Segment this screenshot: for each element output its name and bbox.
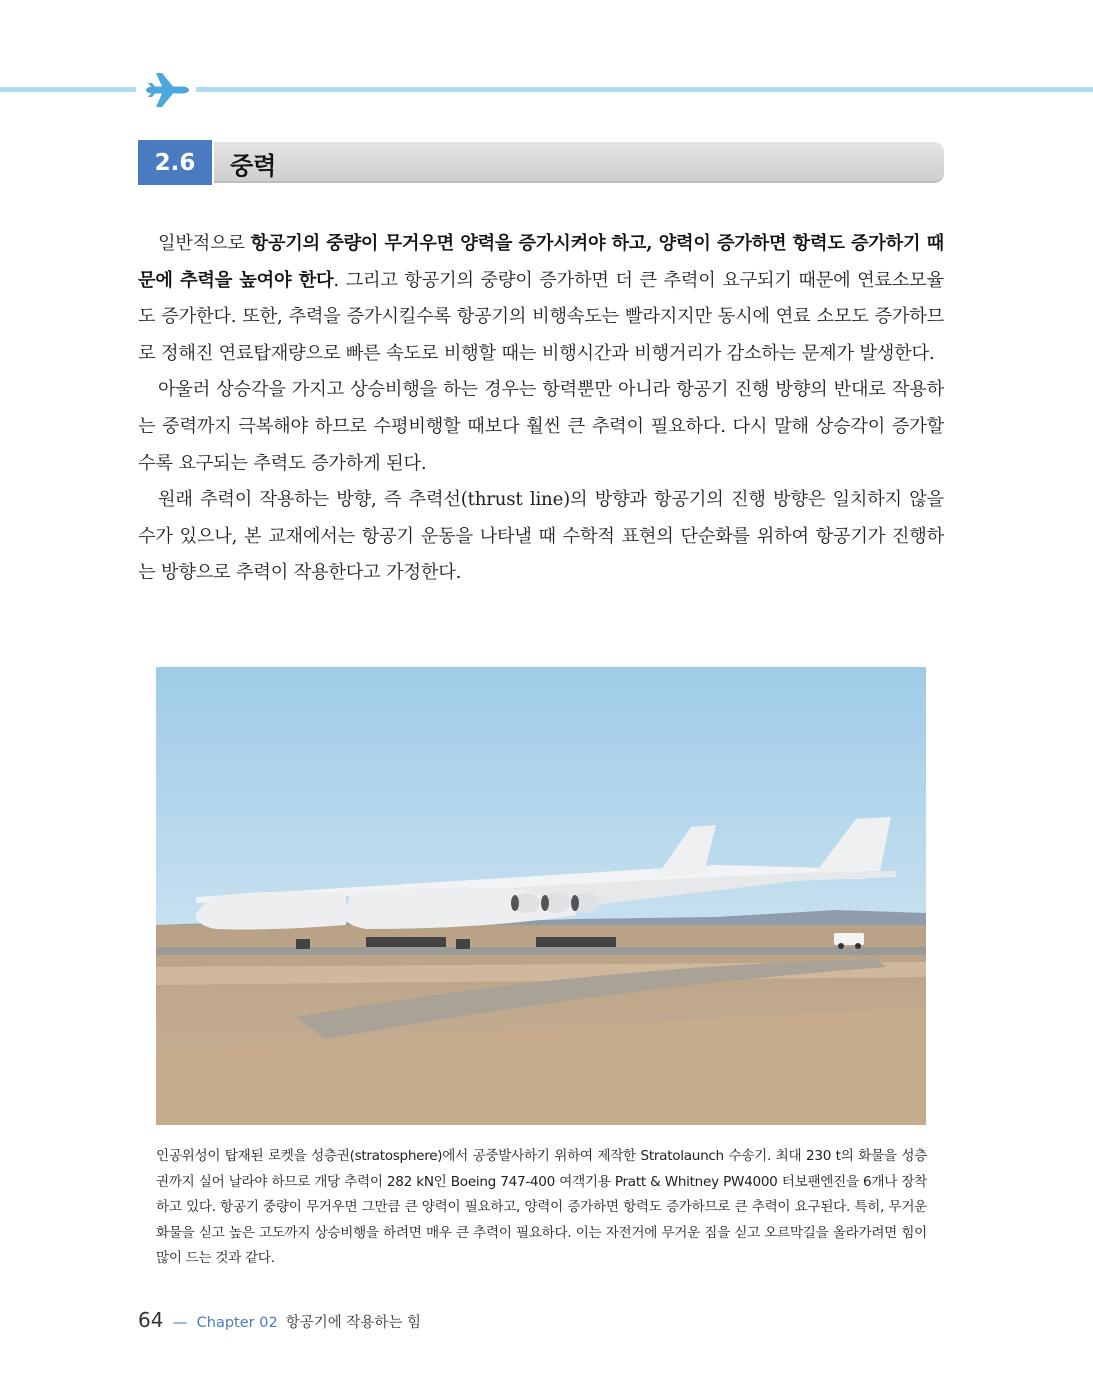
photo-caption: 인공위성이 탑재된 로켓을 성층권(stratosphere)에서 공중발사하기 위하여 제작한 Stratolaunch 수송기. 최대 230 t의 화물을 성층권까지 실어 날라야 하므로 개당 추력이 282 kN인 Boeing 747-400 여객기용 Pratt & Whitney PW4000 터보팬엔진을 6개나 장착하고 있다. 항공기 중량이 무거우면 그만큼 큰 양력이 필요하고, 양력이 증가하면 항력도 증가하므로 큰 추력이 요구된다. 특히, 무거운 화물을 싣고 높은 고도까지 상승비행을 하려면 매우 큰 추력이 필요하다. 이는 자전거에 무거운 짐을 싣고 오르막길을 올라가려면 힘이 많이 드는 것과 같다. (156, 1148, 927, 1266)
paragraph-1-rest: . 그리고 항공기의 중량이 증가하면 더 큰 추력이 요구되기 때문에 연료소모율도 증가한다. 또한, 추력을 증가시킬수록 항공기의 비행속도는 빨라지지만 동시에 연료 소모도 증가하므로 정해진 연료탑재량으로 빠른 속도로 비행할 때는 비행시간과 비행거리가 감소하는 문제가 발생한다. (138, 269, 944, 364)
paragraph-2: 아울러 상승각을 가지고 상승비행을 하는 경우는 항력뿐만 아니라 항공기 진행 방향의 반대로 작용하는 중력까지 극복해야 하므로 수평비행할 때보다 훨씬 큰 추력이 필요하다. 다시 말해 상승각이 증가할수록 요구되는 추력도 증가하게 된다. (138, 379, 944, 474)
section-title: 중력 (230, 152, 277, 180)
chapter-title: 항공기에 작용하는 힘 (285, 1315, 422, 1331)
stratolaunch-photo (156, 667, 926, 1125)
footer-dash: — (172, 1313, 188, 1331)
header-rule-right (196, 87, 1093, 92)
paragraph-1-emphasis: 항공기의 중량이 무거우면 양력을 증가시켜야 하고, 양력이 증가하면 항력도 증가하기 때문에 추력을 높여야 한다 (138, 233, 944, 291)
section-title-bar (214, 142, 944, 183)
page-number: 64 (138, 1308, 164, 1332)
section-number: 2.6 (138, 140, 212, 185)
airplane-icon (142, 70, 190, 110)
header-rule-left (0, 87, 136, 92)
paragraph-3: 원래 추력이 작용하는 방향, 즉 추력선(thrust line)의 방향과 항공기의 진행 방향은 일치하지 않을 수가 있으나, 본 교재에서는 항공기 운동을 나타낼 때 수학적 표현의 단순화를 위하여 항공기가 진행하는 방향으로 추력이 작용한다고 가정한다. (138, 489, 944, 584)
paragraph-1-lead: 일반적으로 (158, 233, 251, 254)
body-text (138, 226, 944, 592)
page-footer (138, 1308, 421, 1332)
paragraph-1 (138, 226, 944, 372)
chapter-label: Chapter 02 (196, 1315, 278, 1331)
section-header (138, 140, 944, 185)
